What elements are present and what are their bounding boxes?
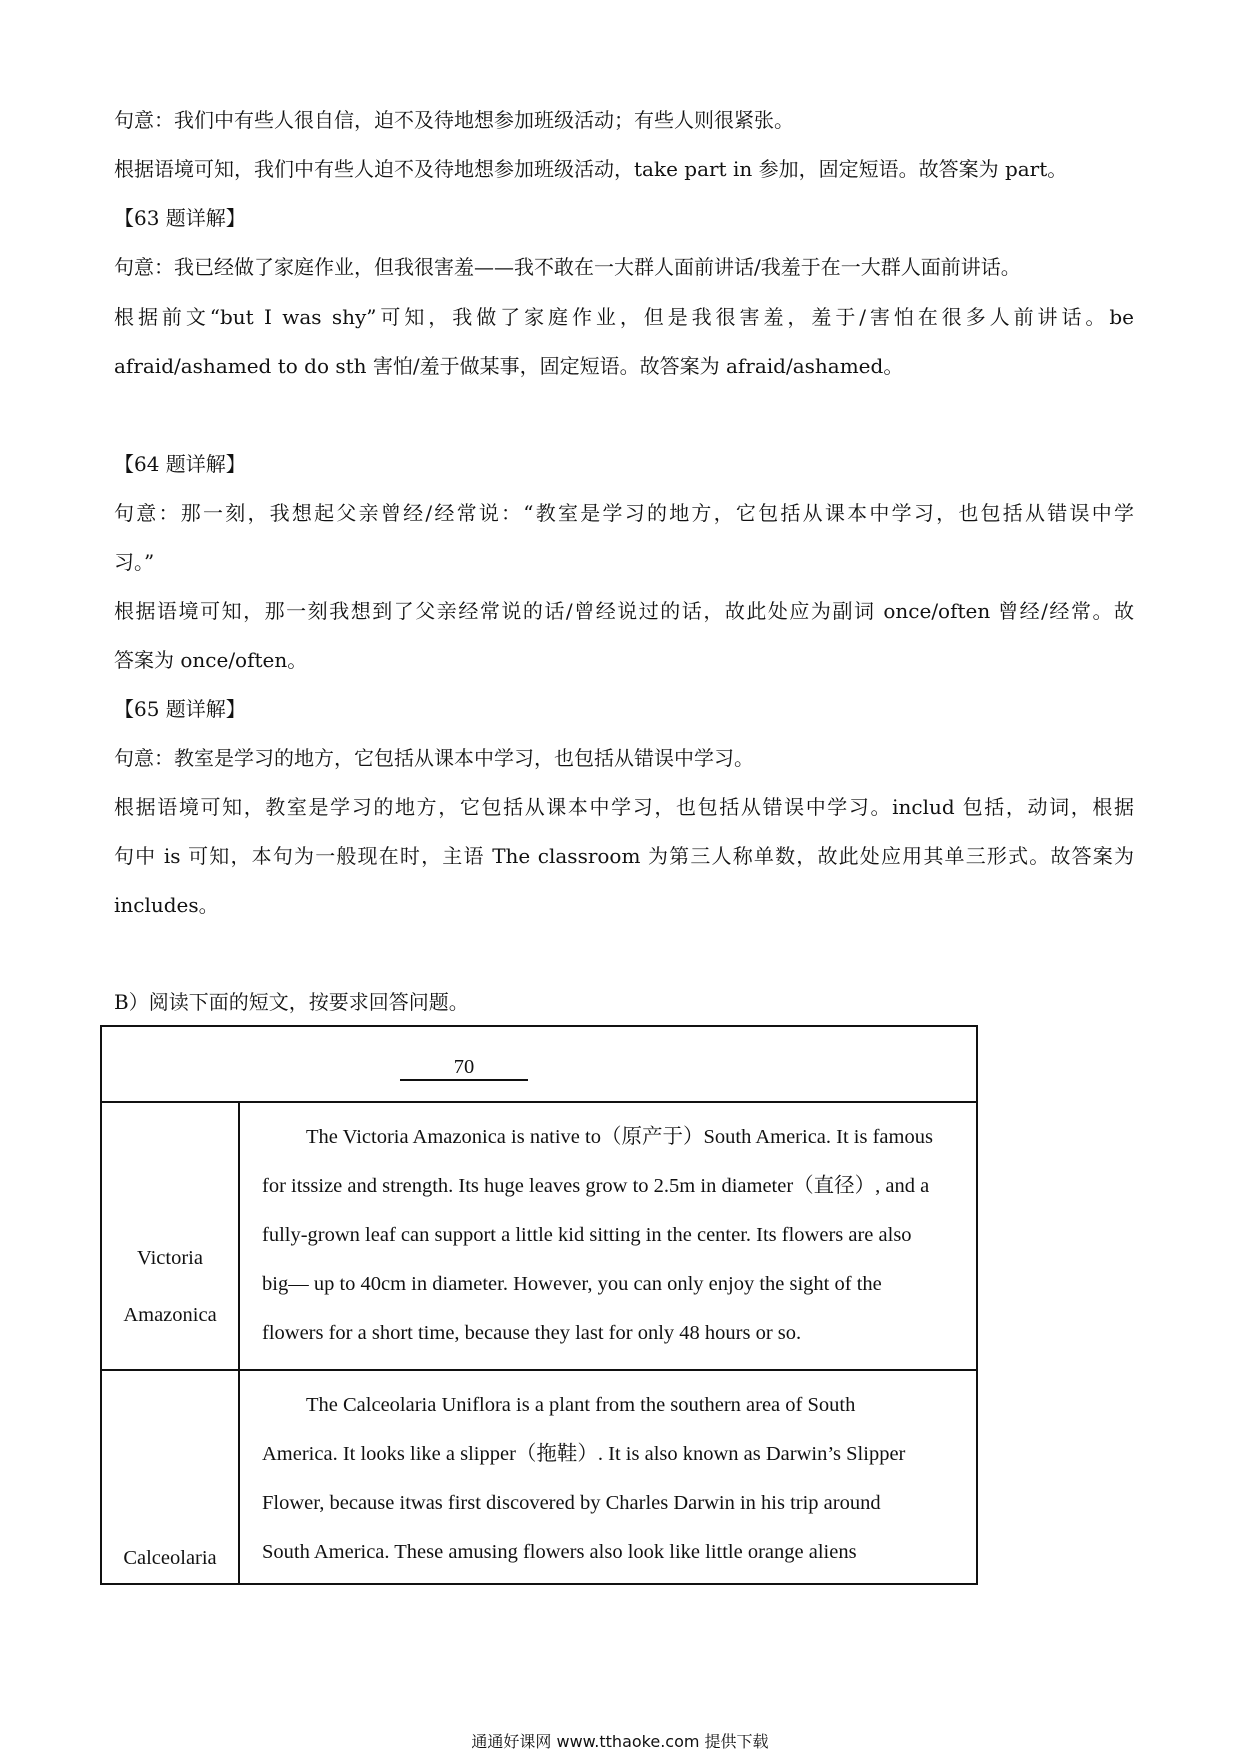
page-footer: 通通好课网 www.tthaoke.com 提供下载 xyxy=(471,1732,769,1751)
title-blank: 70 xyxy=(400,1055,528,1081)
q65-heading: 【65 题详解】 xyxy=(114,697,246,721)
q64-meaning-line-1: 句意：那一刻，我想起父亲曾经/经常说：“教室是学习的地方，它包括从课本中学习，也包括从错误中学 xyxy=(114,501,1134,525)
q62-explanation: 根据语境可知，我们中有些人迫不及待地想参加班级活动，take part in 参加，固定短语。故答案为 part。 xyxy=(114,157,1068,181)
table-row xyxy=(101,1370,977,1584)
table-row xyxy=(101,1102,977,1370)
q64-meaning-line-2: 习。” xyxy=(114,550,155,574)
q63-meaning: 句意：我已经做了家庭作业，但我很害羞——我不敢在一大群人面前讲话/我羞于在一大群人面前讲话。 xyxy=(114,255,1021,279)
plant-name-line-2: Amazonica xyxy=(123,1304,217,1326)
plant-name-line-1: Calceolaria xyxy=(123,1547,217,1569)
description-line: The Calceolaria Uniflora is a plant from the southern area of South xyxy=(306,1394,856,1416)
q63-heading: 【63 题详解】 xyxy=(114,206,246,230)
description-line: South America. These amusing flowers also look like little orange aliens xyxy=(262,1541,857,1563)
q62-meaning: 句意：我们中有些人很自信，迫不及待地想参加班级活动；有些人则很紧张。 xyxy=(114,108,794,132)
description-line: The Victoria Amazonica is native to（原产于）South America. It is famous xyxy=(306,1126,933,1148)
plant-description-cell xyxy=(239,1102,977,1370)
description-line: big— up to 40cm in diameter. However, you can only enjoy the sight of the xyxy=(262,1273,882,1295)
plant-name-cell xyxy=(101,1370,239,1584)
q64-explanation-line-2: 答案为 once/often。 xyxy=(114,648,308,672)
q63-explanation-line-1: 根据前文“but I was shy”可知，我做了家庭作业，但是我很害羞，羞于/害怕在很多人前讲话。be xyxy=(114,305,1134,329)
q65-meaning: 句意：教室是学习的地方，它包括从课本中学习，也包括从错误中学习。 xyxy=(114,746,754,770)
plant-description-cell xyxy=(239,1370,977,1584)
plant-name-line-1: Victoria xyxy=(137,1247,203,1269)
description-line: Flower, because itwas first discovered by Charles Darwin in his trip around xyxy=(262,1492,881,1514)
description-line: fully-grown leaf can support a little kid sitting in the center. Its flowers are also xyxy=(262,1224,912,1246)
section-b-instruction: B）阅读下面的短文，按要求回答问题。 xyxy=(114,990,469,1014)
description-line: flowers for a short time, because they last for only 48 hours or so. xyxy=(262,1322,802,1344)
table-title-cell xyxy=(101,1026,977,1102)
q64-heading: 【64 题详解】 xyxy=(114,452,246,476)
plant-name-cell xyxy=(101,1102,239,1370)
description-line: America. It looks like a slipper（拖鞋）. It is also known as Darwin’s Slipper xyxy=(262,1443,906,1465)
q65-explanation-line-1: 根据语境可知，教室是学习的地方，它包括从课本中学习，也包括从错误中学习。includ 包括，动词，根据 xyxy=(114,795,1134,819)
q64-explanation-line-1: 根据语境可知，那一刻我想到了父亲经常说的话/曾经说过的话，故此处应为副词 once/often 曾经/经常。故 xyxy=(114,599,1134,623)
description-line: for itssize and strength. Its huge leaves grow to 2.5m in diameter（直径）, and a xyxy=(262,1175,930,1197)
q65-explanation-line-2: 句中 is 可知，本句为一般现在时，主语 The classroom 为第三人称单数，故此处应用其单三形式。故答案为 xyxy=(114,844,1134,868)
reading-table xyxy=(100,1025,978,1585)
q63-explanation-line-2: afraid/ashamed to do sth 害怕/羞于做某事，固定短语。故答案为 afraid/ashamed。 xyxy=(114,354,904,378)
table-title-row xyxy=(101,1026,977,1102)
q65-explanation-line-3: includes。 xyxy=(114,893,219,917)
